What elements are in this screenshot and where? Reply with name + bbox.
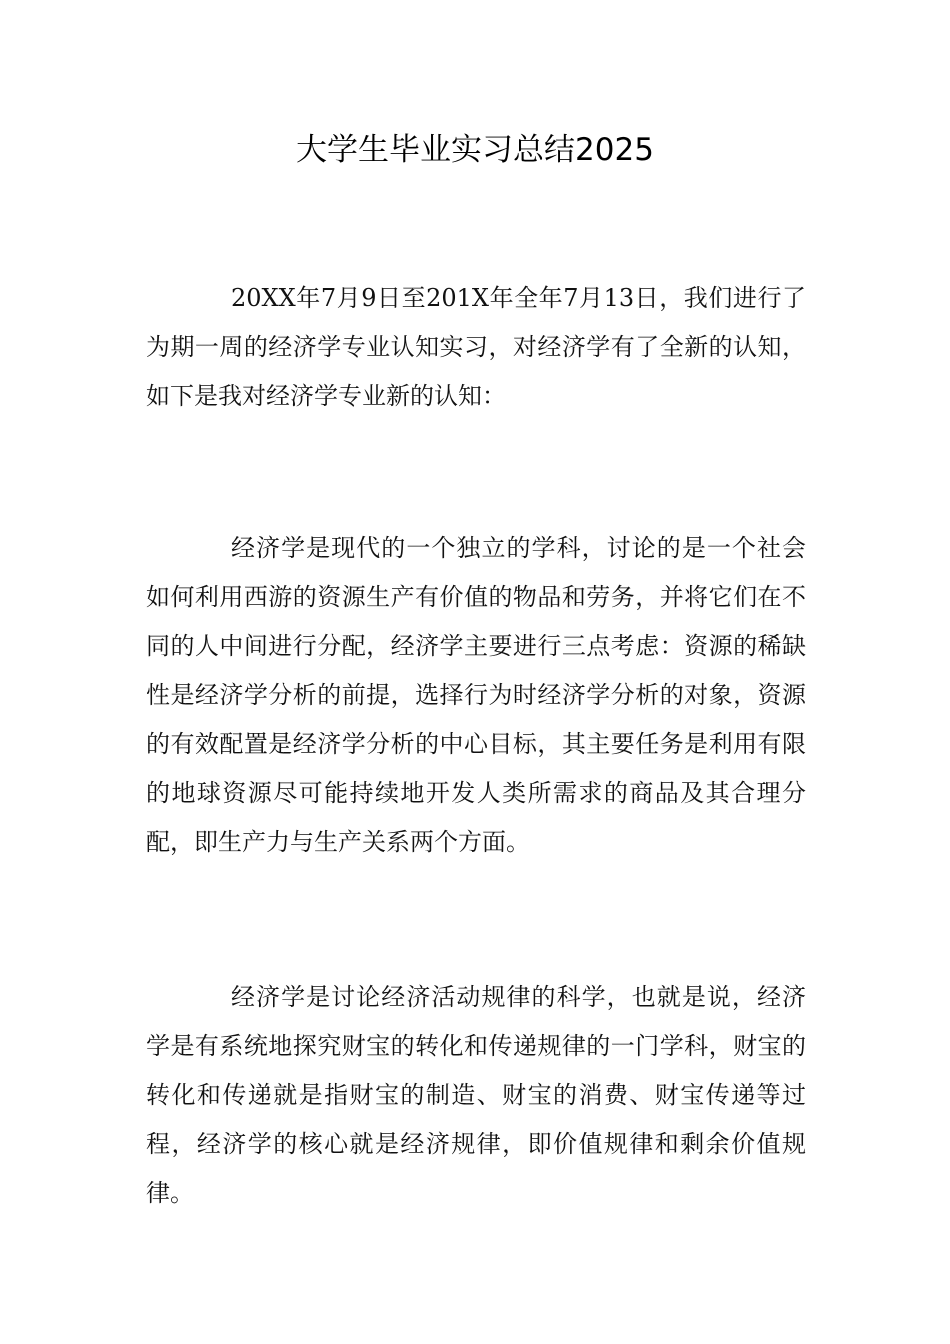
paragraph-economic-laws: 经济学是讨论经济活动规律的科学，也就是说，经济学是有系统地探究财宝的转化和传递规律的一门学科，财宝的转化和传递就是指财宝的制造、财宝的消费、财宝传递等过程，经济学的核心就是经济规律，即价值规律和剩余价值规律。 <box>146 983 806 1207</box>
paragraph-economics-definition: 经济学是现代的一个独立的学科，讨论的是一个社会如何利用西游的资源生产有价值的物品和劳务，并将它们在不同的人中间进行分配，经济学主要进行三点考虑：资源的稀缺性是经济学分析的前提，选择行为时经济学分析的对象，资源的有效配置是经济学分析的中心目标，其主要任务是利用有限的地球资源尽可能持续地开发人类所需求的商品及其合理分配，即生产力与生产关系两个方面。 <box>146 534 806 856</box>
document-title: 大学生毕业实习总结2025 <box>296 132 654 168</box>
paragraph-intro: 20XX年7月9日至201X年全年7月13日，我们进行了为期一周的经济学专业认知实习，对经济学有了全新的认知，如下是我对经济学专业新的认知： <box>146 284 806 410</box>
